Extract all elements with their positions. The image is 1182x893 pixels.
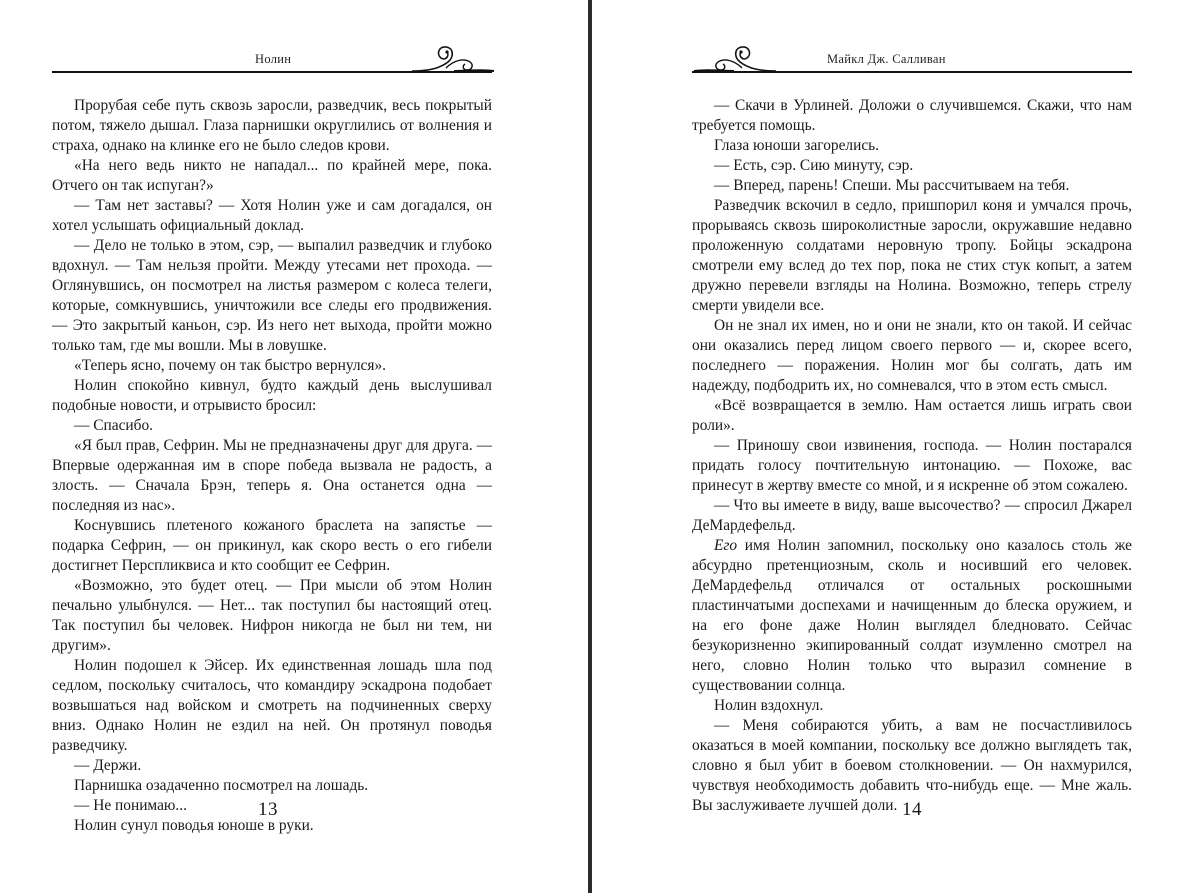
paragraph: — Что вы имеете в виду, ваше высочество? — спросил Джарел ДеМардефельд. — [692, 497, 1132, 534]
paragraph: — Вперед, парень! Спеши. Мы рассчитываем на тебя. — [714, 177, 1070, 194]
right-page — [592, 0, 1182, 893]
paragraph: Разведчик вскочил в седло, пришпорил коня и умчался прочь, прорываясь сквозь широколистные заросли, окружавшие недавно проложенную солдатами неровную тропу. Бойцы эскадрона смотрели ему вслед до тех пор, пока не стих стук копыт, а затем дружно перевели взгляды на Нолина. Возможно, теперь стрелу смерти увидели все. — [692, 197, 1132, 314]
paragraph: — Держи. — [74, 757, 142, 774]
paragraph: «Всё возвращается в землю. Нам остается лишь играть свои роли». — [692, 397, 1132, 434]
right-page-body — [692, 96, 1132, 816]
paragraph: — Спасибо. — [74, 417, 154, 434]
running-head-left: Нолин — [255, 52, 292, 66]
paragraph: Он не знал их имен, но и они не знали, кто он такой. И сейчас они оказались перед лицом своего первого — и, скорее всего, последнего — поражения. Нолин мог бы солгать, дать им надежду, подбодрить их, но сомневался, что в этом есть смысл. — [692, 317, 1132, 394]
paragraph: «Я был прав, Сефрин. Мы не предназначены друг для друга. — Впервые одержанная им в споре победа вызвала не радость, а злость. — Сначала Брэн, теперь я. Она останется одна — последняя из нас». — [52, 437, 492, 514]
paragraph: «Возможно, это будет отец. — При мысли об этом Нолин печально улыбнулся. — Нет... так поступил бы настоящий отец. Так поступил бы человек. Нифрон никогда не был ни тем, ни другим». — [52, 577, 492, 654]
paragraph-rest: имя Нолин запомнил, поскольку оно казалось столь же абсурдно претенциозным, сколь и носивший его человек. ДеМардефельд отличался от остальных роскошными пластинчатыми доспехами и начищенным до блеска оружием, и на его фоне даже Нолин выглядел бледновато. Сейчас безукоризненно экипированный солдат изумленно смотрел на него, словно Нолин только что выразил сомнение в существовании солнца. — [692, 537, 1132, 694]
italic-lead-word: Его — [714, 537, 738, 554]
paragraph: Прорубая себе путь сквозь заросли, разведчик, весь покрытый потом, тяжело дышал. Глаза парнишки округлились от волнения и страха, однако на клинке его не было следов крови. — [52, 97, 492, 154]
paragraph: — Дело не только в этом, сэр, — выпалил разведчик и глубоко вдохнул. — Там нельзя пройти. Между утесами нет прохода. — Оглянувшись, он посмотрел на листья размером с колеса телеги, которые, сомкнувшись, уничтожили все следы его продвижения. — Это закрытый каньон, сэр. Из него нет выхода, пройти можно только там, где мы вошли. Мы в ловушке. — [52, 237, 492, 354]
paragraph: Нолин сунул поводья юноше в руки. — [74, 817, 314, 834]
paragraph: Глаза юноши загорелись. — [714, 137, 880, 154]
page-number-right: 14 — [902, 799, 922, 820]
paragraph-italic-lead — [692, 536, 1132, 696]
left-page — [0, 0, 588, 893]
running-head-right: Майкл Дж. Салливан — [827, 52, 946, 66]
paragraph: «На него ведь никто не нападал... по крайней мере, пока. Отчего он так испуган?» — [52, 157, 492, 194]
paragraph: «Теперь ясно, почему он так быстро вернулся». — [74, 357, 386, 374]
paragraph: — Скачи в Урлиней. Доложи о случившемся. Скажи, что нам требуется помощь. — [692, 97, 1132, 134]
paragraph: Парнишка озадаченно посмотрел на лошадь. — [74, 777, 369, 794]
paragraph: Нолин подошел к Эйсер. Их единственная лошадь шла под седлом, поскольку считалось, что командиру эскадрона подобает возвышаться над войском и смотреть на подчиненных сверху вниз. Однако Нолин не ездил на ней. Он протянул поводья разведчику. — [52, 657, 492, 754]
left-page-body — [52, 96, 492, 836]
paragraph: Коснувшись плетеного кожаного браслета на запястье — подарка Сефрин, — он прикинул, как скоро весть о его гибели достигнет Перспликвиса и кто сообщит ее Сефрин. — [52, 517, 492, 574]
paragraph: — Не понимаю... — [74, 797, 187, 814]
header-rule-right — [692, 71, 1132, 73]
paragraph: Нолин вздохнул. — [714, 697, 824, 714]
flourish-ornament-left — [410, 38, 496, 78]
page-number-left: 13 — [258, 799, 278, 820]
paragraph: — Есть, сэр. Сию минуту, сэр. — [714, 157, 914, 174]
paragraph: Нолин спокойно кивнул, будто каждый день выслушивал подобные новости, и отрывисто бросил: — [52, 377, 492, 414]
paragraph: — Меня собираются убить, а вам не посчастливилось оказаться в моей компании, поскольку все должно выглядеть так, словно я был убит в боевом столкновении. — Он нахмурился, чувствуя необходимость добавить что-нибудь еще. — Мне жаль. Вы заслуживаете лучшей доли. — [692, 717, 1132, 814]
paragraph: — Там нет заставы? — Хотя Нолин уже и сам догадался, он хотел услышать официальный доклад. — [52, 197, 492, 234]
paragraph: — Приношу свои извинения, господа. — Нолин постарался придать голосу почтительную интонацию. — Похоже, вас принесут в жертву вместе со мной, и я искренне об этом сожалею. — [692, 437, 1132, 494]
